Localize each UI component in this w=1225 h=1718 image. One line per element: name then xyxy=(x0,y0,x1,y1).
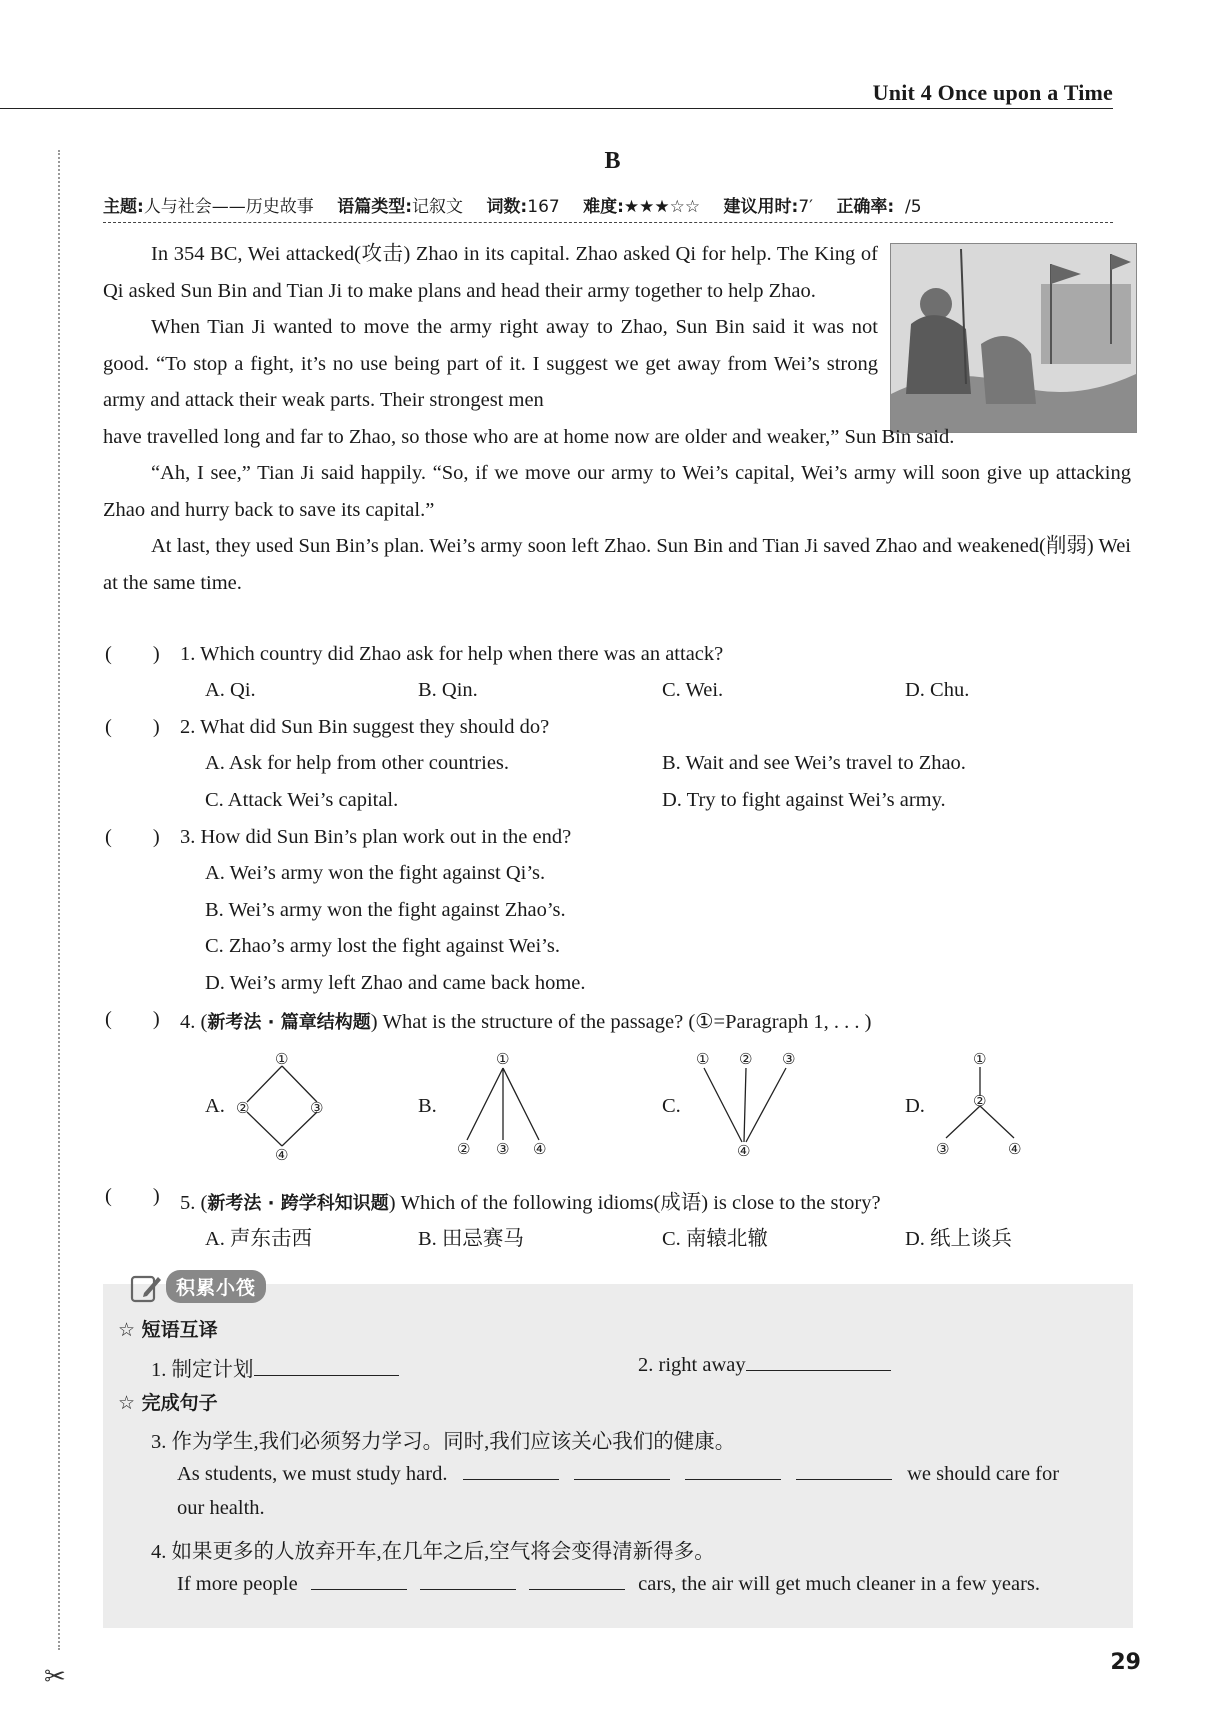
q3-option-d[interactable]: D. Wei’s army left Zhao and came back home. xyxy=(205,972,586,994)
q4-diagram-b xyxy=(453,1050,553,1160)
paragraph-2-end: have travelled long and far to Zhao, so those who are at home now are older and weaker,” Sun Bin said. xyxy=(103,425,955,448)
q2-option-a[interactable]: A. Ask for help from other countries. xyxy=(205,752,510,774)
question-3: 3. How did Sun Bin’s plan work out in the end? xyxy=(180,826,572,848)
item-3-blank-4[interactable] xyxy=(796,1461,892,1480)
q1-option-a[interactable]: A. Qi. xyxy=(205,679,256,701)
q4-text: ) What is the structure of the passage? (①=Paragraph 1, . . . ) xyxy=(370,1011,872,1033)
answer-blank-2[interactable]: ( ) xyxy=(105,716,160,738)
item-1 xyxy=(151,1352,399,1382)
diagram-c-node-1: ① xyxy=(696,1050,710,1068)
question-4 xyxy=(180,1008,871,1034)
unit-title: Unit 4 Once upon a Time xyxy=(872,80,1113,105)
q4-option-c[interactable]: C. xyxy=(662,1095,681,1117)
diagram-d-node-4: ④ xyxy=(1008,1140,1022,1158)
item-3-chinese: 3. 作为学生,我们必须努力学习。同时,我们应该关心我们的健康。 xyxy=(151,1431,736,1453)
theme-label: 主题: xyxy=(103,197,144,217)
question-2: 2. What did Sun Bin suggest they should do? xyxy=(180,716,550,738)
diagram-a-node-4: ④ xyxy=(275,1146,289,1164)
accumulation-header xyxy=(130,1270,266,1308)
reading-passage xyxy=(103,236,1131,601)
item-1-answer-blank[interactable] xyxy=(254,1357,399,1376)
header-divider xyxy=(0,108,1113,109)
diagram-b-node-3: ③ xyxy=(496,1140,510,1158)
words-label: 词数: xyxy=(486,197,528,217)
item-2 xyxy=(638,1352,891,1377)
item-4-text-start: If more people xyxy=(177,1573,298,1595)
accuracy-value: /5 xyxy=(894,197,922,217)
diagram-d-node-1: ① xyxy=(973,1050,987,1068)
diagram-d-node-2: ② xyxy=(973,1092,987,1110)
item-4-english xyxy=(177,1571,1040,1596)
words-value: 167 xyxy=(527,197,560,217)
item-4-blank-1[interactable] xyxy=(311,1571,407,1590)
q4-tag: 新考法 · 篇章结构题 xyxy=(207,1012,371,1033)
paragraph-4: At last, they used Sun Bin’s plan. Wei’s army soon left Zhao. Sun Bin and Tian Ji saved Zhao and weakened(削弱) Wei at the same time. xyxy=(103,535,1131,594)
passage-meta xyxy=(103,192,922,217)
difficulty-stars: ★★★☆☆ xyxy=(623,197,701,217)
answer-blank-3[interactable]: ( ) xyxy=(105,826,160,848)
diagram-b-node-4: ④ xyxy=(533,1140,547,1158)
q1-option-b[interactable]: B. Qin. xyxy=(418,679,478,701)
q4-option-a[interactable]: A. xyxy=(205,1095,225,1117)
q4-option-b[interactable]: B. xyxy=(418,1095,437,1117)
item-3-english-cont: our health. xyxy=(177,1497,265,1519)
item-3-blank-3[interactable] xyxy=(685,1461,781,1480)
diagram-a-node-3: ③ xyxy=(310,1099,324,1117)
paragraph-1: In 354 BC, Wei attacked(攻击) Zhao in its capital. Zhao asked Qi for help. The King of Qi asked Sun Bin and Tian Ji to make plans and head their army together to help Zhao. xyxy=(103,243,878,302)
item-1-prompt: 1. 制定计划 xyxy=(151,1359,254,1381)
q1-option-c[interactable]: C. Wei. xyxy=(662,679,724,701)
time-label: 建议用时: xyxy=(723,197,799,217)
phrase-translation-heading: ☆ 短语互译 xyxy=(118,1319,218,1341)
q3-option-b[interactable]: B. Wei’s army won the fight against Zhao’s. xyxy=(205,899,566,921)
question-1: 1. Which country did Zhao ask for help when there was an attack? xyxy=(180,643,724,665)
q5-option-b[interactable]: B. 田忌赛马 xyxy=(418,1228,524,1250)
diagram-a-node-1: ① xyxy=(275,1050,289,1068)
item-4-chinese: 4. 如果更多的人放弃开车,在几年之后,空气将会变得清新得多。 xyxy=(151,1541,715,1563)
question-5 xyxy=(180,1185,881,1215)
paragraph-2-start: When Tian Ji wanted to move the army right away to Zhao, Sun Bin said it was not good. “To stop a fight, it’s no use being part of it. I suggest we get away from Wei’s strong army and attack their weak parts. Their strongest men xyxy=(103,316,878,411)
difficulty-label: 难度: xyxy=(583,197,624,217)
cut-line xyxy=(58,150,60,1650)
q5-option-c[interactable]: C. 南辕北辙 xyxy=(662,1228,768,1250)
diagram-c-node-3: ③ xyxy=(782,1050,796,1068)
q4-option-d[interactable]: D. xyxy=(905,1095,925,1117)
item-3-text-end: we should care for xyxy=(907,1463,1060,1485)
q5-option-a[interactable]: A. 声东击西 xyxy=(205,1228,313,1250)
q4-diagram-d xyxy=(930,1050,1030,1160)
q5-tag: 新考法 · 跨学科知识题 xyxy=(207,1193,389,1214)
q4-diagram-a xyxy=(232,1050,332,1164)
item-3-english xyxy=(177,1461,1059,1486)
item-3-text-start: As students, we must study hard. xyxy=(177,1463,448,1485)
q3-option-a[interactable]: A. Wei’s army won the fight against Qi’s. xyxy=(205,862,546,884)
q1-option-d[interactable]: D. Chu. xyxy=(905,679,970,701)
item-4-text-end: cars, the air will get much cleaner in a few years. xyxy=(638,1573,1041,1595)
q5-text: ) Which of the following idioms(成语) is close to the story? xyxy=(388,1192,881,1214)
q2-option-d[interactable]: D. Try to fight against Wei’s army. xyxy=(662,789,946,811)
q3-option-c[interactable]: C. Zhao’s army lost the fight against Wei’s. xyxy=(205,935,560,957)
q4-diagram-c xyxy=(694,1050,794,1160)
theme-value: 人与社会——历史故事 xyxy=(143,197,314,217)
time-value: 7′ xyxy=(798,197,814,217)
diagram-a-node-2: ② xyxy=(236,1099,250,1117)
diagram-c-node-2: ② xyxy=(739,1050,753,1068)
section-letter: B xyxy=(604,148,621,174)
item-4-blank-2[interactable] xyxy=(420,1571,516,1590)
q4-number: 4. ( xyxy=(180,1011,208,1033)
meta-divider xyxy=(103,222,1113,223)
diagram-b-node-1: ① xyxy=(496,1050,510,1068)
q5-number: 5. ( xyxy=(180,1192,208,1214)
item-2-prompt: 2. right away xyxy=(638,1354,746,1376)
note-pencil-icon xyxy=(130,1273,162,1308)
item-2-answer-blank[interactable] xyxy=(746,1352,891,1371)
diagram-b-node-2: ② xyxy=(457,1140,471,1158)
q2-option-b[interactable]: B. Wait and see Wei’s travel to Zhao. xyxy=(662,752,966,774)
item-3-blank-1[interactable] xyxy=(463,1461,559,1480)
diagram-d-node-3: ③ xyxy=(936,1140,950,1158)
answer-blank-1[interactable]: ( ) xyxy=(105,643,160,665)
answer-blank-4[interactable]: ( ) xyxy=(105,1008,160,1030)
accuracy-label: 正确率: xyxy=(836,197,895,217)
q5-option-d[interactable]: D. 纸上谈兵 xyxy=(905,1228,1013,1250)
genre-label: 语篇类型: xyxy=(337,197,413,217)
complete-sentences-heading: ☆ 完成句子 xyxy=(118,1392,218,1414)
genre-value: 记叙文 xyxy=(412,197,464,217)
answer-blank-5[interactable]: ( ) xyxy=(105,1185,160,1207)
page-number: 29 xyxy=(1110,1650,1141,1675)
accumulation-title: 积累小筏 xyxy=(166,1270,266,1303)
scissors-icon: ✂ xyxy=(44,1662,66,1692)
diagram-c-node-4: ④ xyxy=(737,1142,751,1160)
q2-option-c[interactable]: C. Attack Wei’s capital. xyxy=(205,789,399,811)
item-3-blank-2[interactable] xyxy=(574,1461,670,1480)
paragraph-3: “Ah, I see,” Tian Ji said happily. “So, if we move our army to Wei’s capital, Wei’s army will soon give up attacking Zhao and hurry back to save its capital.” xyxy=(103,462,1131,521)
item-4-blank-3[interactable] xyxy=(529,1571,625,1590)
